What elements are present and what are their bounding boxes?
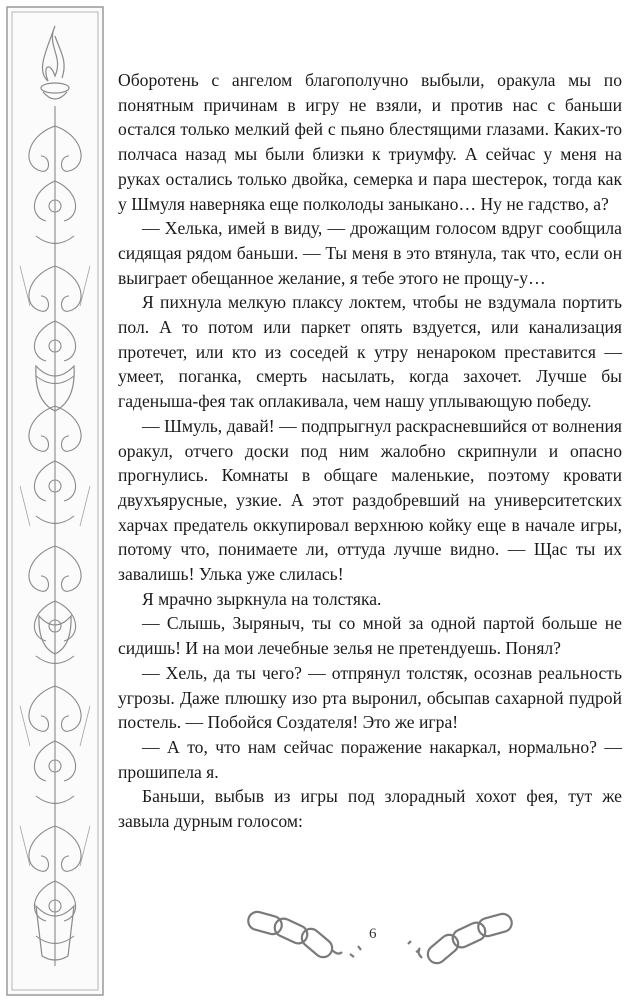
page-number: 6 bbox=[369, 926, 377, 942]
paragraph: Баньши, выбыв из игры под злорадный хохот фея, тут же завыла дурным голосом: bbox=[118, 786, 622, 832]
paragraph: — Хель, да ты чего? — отпрянул толстяк, осознав реальность угрозы. Даже плюшку изо рта выронил, обсыпав сахарной пудрой постель. — Побойся Создателя! Это же игра! bbox=[118, 662, 622, 733]
body-text bbox=[118, 68, 622, 834]
paragraph: Я мрачно зыркнула на толстяка. bbox=[142, 588, 382, 609]
paragraph: Оборотень с ангелом благополучно выбыли, оракула мы по понятным причинам в игру не взяли, и против нас с баньши остался только мелкий фей с пьяно блестящими глазами. Каких-то полчаса назад мы были близки к триумфу. А сейчас у меня на руках остались только двойка, семерка и пара шестерок, тогда как у Шмуля наверняка еще полколоды заныкано… Ну не гадство, а? bbox=[118, 70, 622, 214]
paragraph: — Хелька, имей в виду, — дрожащим голосом вдруг сообщила сидящая рядом баньши. — Ты меня в это втянула, так что, если он выиграет обещанное желание, я тебе этого не прощу-у… bbox=[118, 218, 622, 288]
paragraph: — А то, что нам сейчас поражение накаркал, нормально? — прошипела я. bbox=[118, 736, 622, 782]
ornamental-border bbox=[6, 6, 104, 996]
broken-chain-icon bbox=[240, 900, 520, 980]
paragraph: — Шмуль, давай! — подпрыгнул раскрасневшийся от волнения оракул, отчего доски под ним жалобно скрипнули и опасно прогнулись. Комнаты в общаге маленькие, поэтому кровати двухъярусные, узкие. А этот раздобревший на университетских харчах предатель оккупировал верхнюю койку еще в начале игры, потому что, понимаете ли, оттуда лучше видно. — Щас ты их завалишь! Улька уже слилась! bbox=[118, 415, 622, 585]
paragraph: — Слышь, Зыряныч, ты со мной за одной партой больше не сидишь! И на мои лечебные зелья не претендуешь. Понял? bbox=[118, 613, 622, 659]
paragraph: Я пихнула мелкую плаксу локтем, чтобы не вздумала портить пол. А то потом или паркет опять вздуется, или канализация протечет, или кто из соседей к утру ненароком преставится — умеет, поганка, смерть насылать, когда захочет. Лучше бы гаденыша-фея так оплакивала, чем нашу уплывающую победу. bbox=[118, 292, 622, 412]
